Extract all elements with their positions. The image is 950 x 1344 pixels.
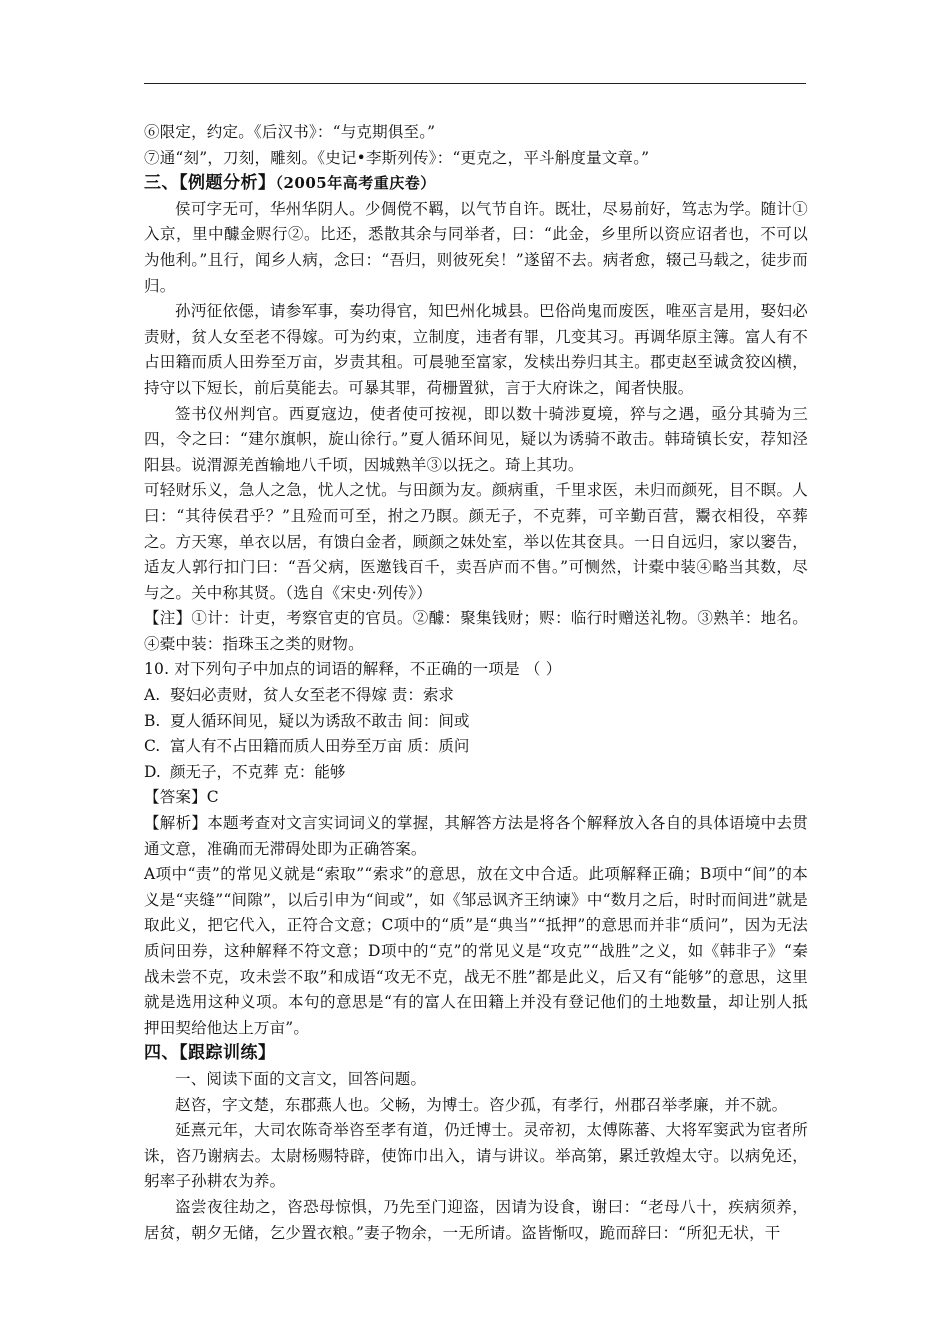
passage-paragraph: 可轻财乐义，急人之急，忧人之忧。与田颜为友。颜病重，千里求医，未归而颜死，目不瞑。人曰：“其待侯君乎？”且殓而可至，拊之乃瞑。颜无子，不克葬，可辛勤百营，鬻衣相役，卒葬之。方天寒，单衣以居，有馈白金者，顾颜之妹处室，举以佐其奁具。一日自远归，家以窭告，适友人郭行扣门曰：“吾父病，医邀钱百千，卖吾庐而不售。”可恻然，计橐中装④略当其数，尽与之。关中称其贤。（选自《宋史·列传》） — [144, 481, 808, 602]
passage-paragraph: 侯可字无可，华州华阴人。少倜傥不羁，以气节自许。既壮，尽易前好，笃志为学。随计①入京，里中醵金赆行②。比还，悉散其余与同举者，曰：“此金，乡里所以资应诏者也，不可以为他利。”且行，闻乡人病，念曰：“吾归，则彼死矣！”遂留不去。病者愈，辍己马载之，徒步而归。 — [144, 199, 808, 295]
section-heading-training — [144, 1041, 808, 1067]
document-body — [144, 120, 808, 1246]
question-stem: 10. 对下列句子中加点的词语的解释，不正确的一项是 （ ） — [144, 660, 562, 679]
section-number: 三、 — [144, 173, 179, 194]
annotation-note: 【注】①计：计吏，考察官吏的官员。②醵：聚集钱财；赆：临行时赠送礼物。③熟羊：地名。④橐中装：指珠玉之类的财物。 — [144, 609, 808, 653]
section-source: （2005年高考重庆卷） — [275, 174, 436, 193]
question-option — [144, 683, 808, 709]
option-text: 颜无子，不克葬 克：能够 — [170, 762, 346, 781]
passage-paragraph: 签书仪州判官。西夏寇边，使者使可按视，即以数十骑涉夏境，猝与之遇，亟分其骑为三四，令之曰：“建尔旗帜，旋山徐行。”夏人循环间见，疑以为诱骑不敢击。韩琦镇长安，荐知泾阳县。说渭源羌酋输地八千顷，因城熟羊③以抚之。琦上其功。 — [144, 404, 808, 474]
exercise-paragraph: 赵咨，字文楚，东郡燕人也。父畅，为博士。咨少孤，有孝行，州郡召举孝廉，并不就。 — [175, 1095, 788, 1114]
passage-paragraph: 孙沔征依僫，请参军事，奏功得官，知巴州化城县。巴俗尚鬼而废医，唯巫言是用，娶妇必责财，贫人女至老不得嫁。可为约束，立制度，违者有罪，几变其习。再调华原主簿。富人有不占田籍而质人田券至万亩，岁责其租。可晨驰至富家，发椟出券归其主。郡吏赵至诚贪狡凶横，持守以下短长，前后莫能去。可暴其罪，荷栅置狱，言于大府诛之，闻者快服。 — [144, 302, 808, 397]
section-number: 四、 — [144, 1043, 179, 1064]
section-heading-example — [144, 171, 808, 197]
option-label: B. — [144, 711, 161, 730]
question-option — [144, 760, 808, 786]
option-text: 娶妇必责财，贫人女至老不得嫁 责：索求 — [170, 686, 454, 705]
definition-line: ⑥限定，约定。《后汉书》：“与克期俱至。” — [144, 123, 436, 141]
exercise-paragraph: 延熹元年，大司农陈奇举咨至孝有道，仍迁博士。灵帝初，太傅陈蕃、大将军窦武为宦者所诛，咨乃谢病去。太尉杨赐特辟，使饰巾出入，请与讲议。举高第，累迁敦煌太守。以病免还，躬率子孙耕农为养。 — [144, 1121, 808, 1191]
analysis-paragraph: 【解析】本题考查对文言实词词义的掌握，其解答方法是将各个解释放入各自的具体语境中去贯通文意，准确而无滞碍处即为正确答案。 — [144, 814, 808, 858]
section-title: 【例题分析】 — [179, 173, 276, 194]
exercise-paragraph: 盗尝夜往劫之，咨恐母惊惧，乃先至门迎盗，因请为设食，谢曰：“老母八十，疾病须养，居贫，朝夕无储，乞少置衣粮。”妻子物余，一无所请。盗皆惭叹，跪而辞曰：“所犯无状，干 — [144, 1197, 808, 1242]
header-rule — [144, 83, 806, 84]
option-label: C. — [144, 737, 161, 756]
option-label: A. — [144, 686, 161, 705]
question-option — [144, 734, 808, 760]
answer-line: 【答案】C — [144, 788, 219, 807]
option-text: 夏人循环间见，疑以为诱敌不敢击 间：间或 — [170, 711, 470, 730]
exercise-intro: 一、阅读下面的文言文，回答问题。 — [175, 1069, 427, 1088]
definition-line: ⑦通“刻”，刀刻，雕刻。《史记•李斯列传》：“更克之，平斗斛度量文章。” — [144, 148, 650, 167]
option-label: D. — [144, 762, 161, 781]
option-text: 富人有不占田籍而质人田券至万亩 质：质问 — [170, 737, 470, 756]
section-title: 【跟踪训练】 — [179, 1043, 276, 1064]
analysis-paragraph: A项中“责”的常见义就是“索取”“索求”的意思，放在文中合适。此项解释正确；B项中“间”的本义是“夹缝”“间隙”，以后引申为“间或”，如《邹忌讽齐王纳谏》中“数月之后，时时而间进”就是取此义，把它代入，正符合文意；C项中的“质”是“典当”“抵押”的意思而并非“质问”，因为无法质问田券，这种解释不符文意；D项中的“克”的常见义是“攻克”“战胜”之义，如《韩非子》“秦战未尝不克，攻未尝不取”和成语“攻无不克，战无不胜”都是此义，后又有“能够”的意思，这里就是选用这种义项。本句的意思是“有的富人在田籍上并没有登记他们的土地数量，却让别人抵押田契给他达上万亩”。 — [144, 865, 808, 1037]
question-option — [144, 709, 808, 735]
